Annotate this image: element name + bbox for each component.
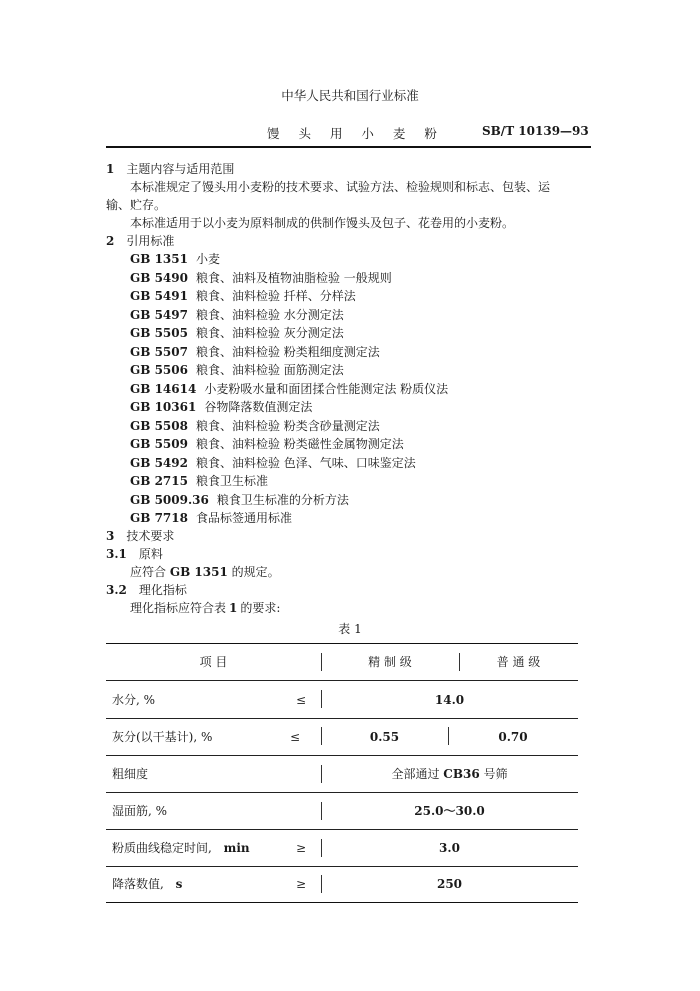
reference-code: GB 5505	[130, 326, 188, 340]
reference-code: GB 1351	[169, 565, 228, 579]
table-rule	[106, 829, 578, 830]
row-operator: ≥	[296, 841, 307, 855]
subsection-number: 3.1	[106, 547, 127, 561]
standard-code: SB/T 10139—93	[482, 124, 589, 138]
row-value-falling-number: 250	[436, 877, 463, 891]
reference-code: GB 5497	[130, 307, 188, 322]
row-label-fineness: 粗细度	[112, 767, 149, 781]
reference-code: GB 5507	[130, 344, 188, 359]
subsection-number: 3.2	[106, 583, 127, 597]
text: 的要求:	[240, 601, 281, 615]
reference-code: GB 5508	[130, 418, 188, 433]
row-value-fineness	[321, 766, 578, 782]
reference-name: 粮食、油料及植物油脂检验 一般规则	[195, 270, 392, 285]
row-label-wet-gluten: 湿面筋, %	[112, 804, 168, 818]
text: 降落数值,	[112, 877, 164, 891]
reference-name: 粮食、油料检验 面筋测定法	[195, 363, 344, 377]
reference-code: GB 7718	[130, 511, 188, 525]
sieve-code: CB36	[443, 767, 480, 781]
reference-name: 粮食、油料检验 粉类磁性金属物测定法	[195, 437, 404, 451]
section-3-heading	[106, 528, 174, 544]
row-operator: ≥	[296, 877, 307, 891]
section-title: 技术要求	[126, 529, 175, 543]
reference-name: 粮食、油料检验 水分测定法	[195, 307, 344, 322]
reference-name: 粮食、油料检验 色泽、气味、口味鉴定法	[195, 455, 416, 470]
subsection-title: 理化指标	[138, 583, 187, 597]
reference-item	[130, 325, 344, 341]
column-header-item: 项 目	[199, 655, 228, 669]
reference-name: 粮食卫生标准的分析方法	[216, 492, 349, 507]
reference-item	[130, 362, 344, 378]
table-rule	[106, 902, 578, 903]
reference-item	[130, 492, 349, 508]
paragraph: 本标准适用于以小麦为原料制成的供制作馒头及包子、花卷用的小麦粉。	[130, 216, 515, 230]
reference-code: GB 5490	[130, 270, 188, 285]
text: 粉质曲线稳定时间,	[112, 841, 212, 855]
header-rule	[106, 146, 591, 148]
subsection-title: 原料	[138, 547, 163, 561]
reference-code: GB 5009.36	[130, 492, 209, 507]
reference-code: GB 10361	[130, 400, 197, 414]
text: 应符合	[130, 565, 167, 579]
paragraph: 本标准规定了馒头用小麦粉的技术要求、试验方法、检验规则和标志、包装、运	[130, 180, 551, 194]
column-header-premium: 精 制 级	[368, 655, 412, 669]
reference-code: GB 5509	[130, 437, 188, 451]
table-rule	[106, 866, 578, 867]
reference-name: 粮食、油料检验 扦样、分样法	[195, 289, 356, 303]
table-number: 1	[229, 601, 238, 615]
text: 理化指标应符合表	[130, 601, 227, 615]
reference-item	[130, 307, 344, 323]
row-value-stability-time: 3.0	[439, 841, 460, 855]
row-value-moisture: 14.0	[434, 693, 465, 707]
section-title: 引用标准	[126, 234, 175, 248]
reference-name: 谷物降落数值测定法	[204, 400, 313, 414]
section-number: 1	[106, 162, 115, 176]
reference-name: 食品标签通用标准	[195, 511, 292, 525]
section-number: 2	[106, 234, 115, 248]
section-number: 3	[106, 529, 115, 543]
reference-item	[130, 418, 380, 434]
text: 的规定。	[231, 565, 280, 579]
column-header-standard: 普 通 级	[496, 655, 541, 669]
reference-code: GB 2715	[130, 474, 188, 488]
row-value-ash-standard: 0.70	[498, 730, 528, 744]
reference-name: 粮食卫生标准	[195, 474, 268, 488]
reference-name: 小麦粉吸水量和面团揉合性能测定法 粉质仪法	[204, 381, 449, 396]
reference-code: GB 14614	[130, 381, 197, 396]
reference-item	[130, 399, 312, 415]
reference-item	[130, 455, 416, 471]
text: 全部通过	[391, 767, 440, 781]
subsection-3-2-heading	[106, 582, 187, 598]
table-rule	[106, 792, 578, 793]
subsection-3-1-heading	[106, 546, 163, 562]
reference-item	[130, 251, 220, 267]
row-label-falling-number	[112, 876, 182, 892]
document-org: 中华人民共和国行业标准	[281, 88, 419, 103]
table-rule	[106, 718, 578, 719]
reference-item	[130, 270, 392, 286]
reference-code: GB 5491	[130, 289, 188, 303]
unit: s	[175, 877, 183, 891]
reference-item	[130, 288, 356, 304]
table-rule	[106, 755, 578, 756]
reference-code: GB 1351	[130, 252, 188, 266]
row-value-wet-gluten: 25.0～30.0	[414, 804, 485, 818]
reference-item	[130, 436, 404, 452]
reference-code: GB 5492	[130, 455, 188, 470]
reference-item	[130, 510, 292, 526]
reference-name: 粮食、油料检验 粉类含砂量测定法	[195, 418, 380, 433]
row-label-stability-time	[112, 840, 250, 856]
reference-name: 粮食、油料检验 灰分测定法	[195, 326, 344, 340]
reference-code: GB 5506	[130, 363, 188, 377]
unit: min	[223, 841, 250, 855]
reference-item	[130, 344, 380, 360]
paragraph	[130, 564, 280, 580]
paragraph: 输、贮存。	[106, 198, 167, 212]
row-label-ash: 灰分(以干基计), %	[112, 730, 213, 744]
row-operator: ≤	[296, 693, 307, 707]
table-rule	[106, 643, 578, 644]
table-caption: 表 1	[338, 622, 362, 636]
table-rule	[106, 680, 578, 681]
row-label-moisture: 水分, %	[112, 693, 156, 707]
paragraph	[130, 600, 280, 616]
section-2-heading	[106, 233, 174, 249]
reference-item	[130, 473, 268, 489]
section-title: 主题内容与适用范围	[126, 162, 235, 176]
row-operator: ≤	[290, 730, 301, 744]
reference-name: 小麦	[195, 252, 220, 266]
reference-item	[130, 381, 448, 397]
reference-name: 粮食、油料检验 粉类粗细度测定法	[195, 344, 380, 359]
section-1-heading	[106, 161, 234, 177]
row-value-ash-premium: 0.55	[369, 730, 400, 744]
text: 号筛	[483, 767, 508, 781]
document-title: 馒 头 用 小 麦 粉	[267, 126, 437, 141]
